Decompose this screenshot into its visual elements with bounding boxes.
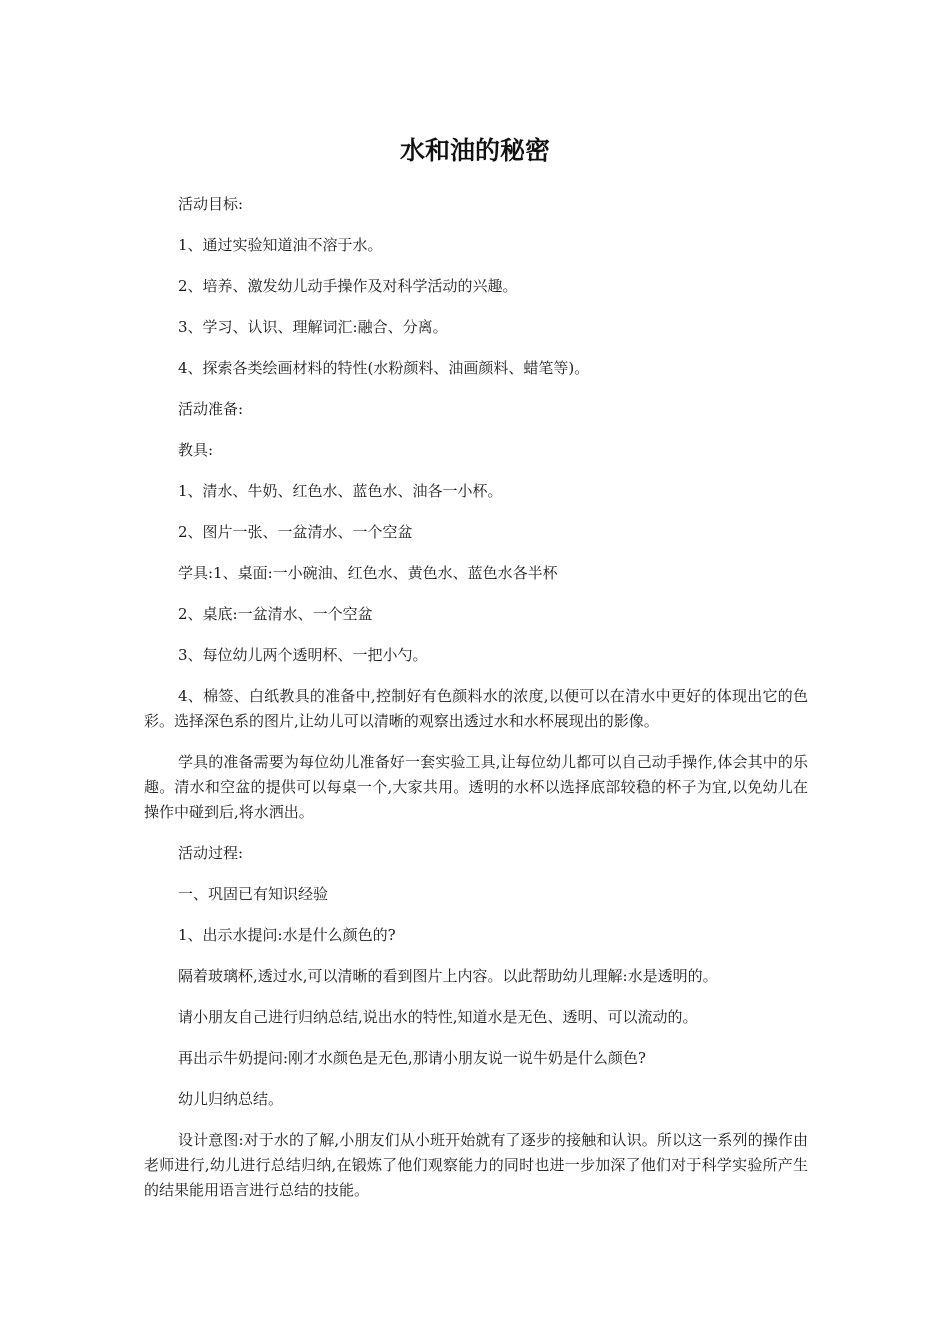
paragraph-step-1-summary: 请小朋友自己进行归纳总结,说出水的特性,知道水是无色、透明、可以流动的。: [178, 1008, 698, 1026]
paragraph-goal-3: 3、学习、认识、理解词汇:融合、分离。: [178, 318, 448, 336]
paragraph-learning-tools-4: 4、棉签、白纸教具的准备中,控制好有色颜料水的浓度,以便可以在清水中更好的体现出它的色彩。选择深色系的图片,让幼儿可以清晰的观察出透过水和水杯展现出的影像。: [144, 687, 808, 730]
paragraph-goal-2: 2、培养、激发幼儿动手操作及对科学活动的兴趣。: [178, 277, 518, 295]
paragraph-step-milk: 再出示牛奶提问:刚才水颜色是无色,那请小朋友说一说牛奶是什么颜色?: [178, 1049, 646, 1067]
paragraph-tools-note: 学具的准备需要为每位幼儿准备好一套实验工具,让每位幼儿都可以自己动手操作,体会其中的乐趣。清水和空盆的提供可以每桌一个,大家共用。透明的水杯以选择底部较稳的杯子为宜,以免幼儿在操作中碰到后,将水洒出。: [144, 753, 808, 821]
paragraph-design-intent: 设计意图:对于水的了解,小朋友们从小班开始就有了逐步的接触和认识。所以这一系列的操作由老师进行,幼儿进行总结归纳,在锻炼了他们观察能力的同时也进一步加深了他们对于科学实验所产生的结果能用语言进行总结的技能。: [144, 1131, 808, 1199]
paragraph-teaching-aid-1: 1、清水、牛奶、红色水、蓝色水、油各一小杯。: [178, 482, 503, 500]
paragraph-teaching-aids-heading: 教具:: [178, 441, 214, 459]
paragraph-preparation-heading: 活动准备:: [178, 400, 244, 418]
paragraph-section-1-heading: 一、巩固已有知识经验: [178, 885, 329, 903]
paragraph-learning-tools-2: 2、桌底:一盆清水、一个空盆: [178, 605, 373, 623]
paragraph-children-summary: 幼儿归纳总结。: [178, 1090, 284, 1108]
paragraph-step-1-detail: 隔着玻璃杯,透过水,可以清晰的看到图片上内容。以此帮助幼儿理解:水是透明的。: [178, 967, 718, 985]
paragraph-process-heading: 活动过程:: [178, 844, 244, 862]
paragraph-learning-tools-1: 学具:1、桌面:一小碗油、红色水、黄色水、蓝色水各半杯: [178, 564, 558, 582]
paragraph-goal-1: 1、通过实验知道油不溶于水。: [178, 236, 383, 254]
paragraph-teaching-aid-2: 2、图片一张、一盆清水、一个空盆: [178, 523, 413, 541]
paragraph-goal-4: 4、探索各类绘画材料的特性(水粉颜料、油画颜料、蜡笔等)。: [178, 359, 590, 377]
paragraph-step-1: 1、出示水提问:水是什么颜色的?: [178, 926, 396, 944]
paragraph-learning-tools-3: 3、每位幼儿两个透明杯、一把小勺。: [178, 646, 428, 664]
paragraph-goals-heading: 活动目标:: [178, 195, 244, 213]
document-body: [144, 192, 808, 1219]
document-title: 水和油的秘密: [399, 136, 550, 165]
